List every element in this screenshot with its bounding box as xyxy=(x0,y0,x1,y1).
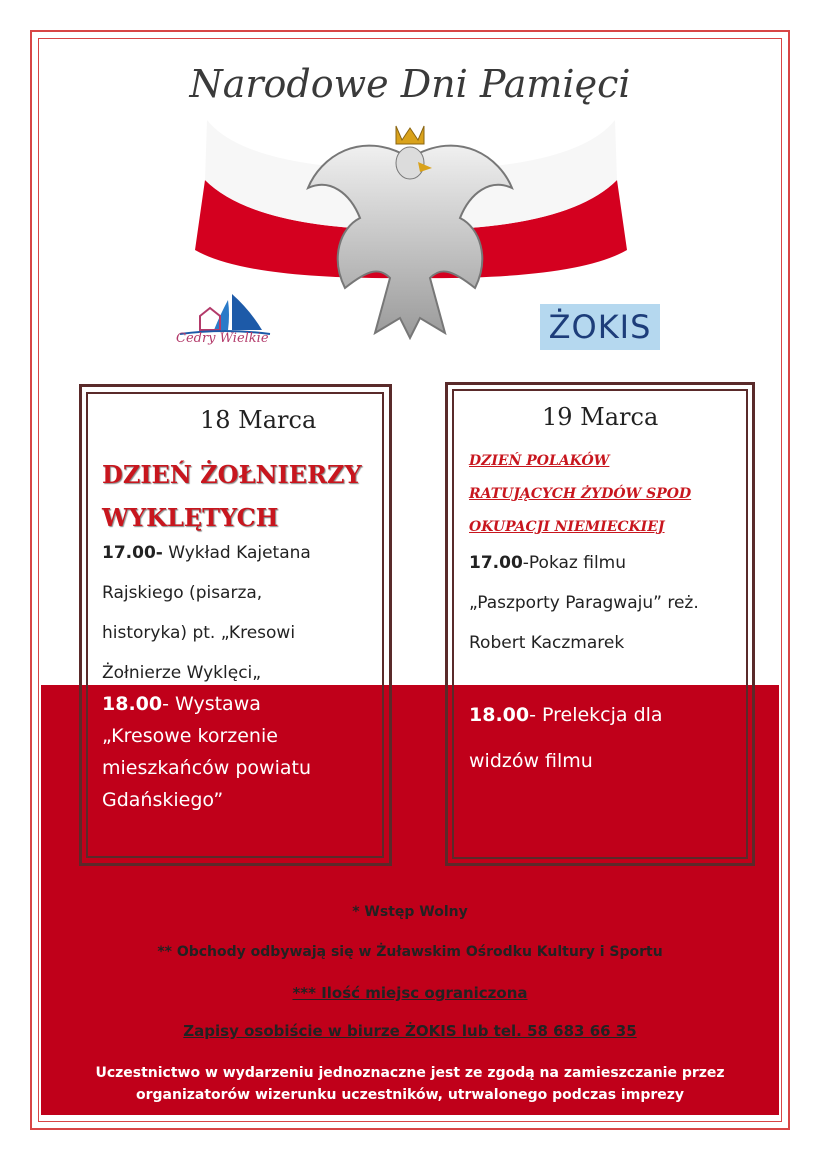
event1-item2-line: Gdańskiego” xyxy=(102,789,224,811)
footer-registration: Zapisy osobiście w biurze ŻOKIS lub tel. 58 683 66 35 xyxy=(183,1022,637,1040)
event2-item1-line: Robert Kaczmarek xyxy=(469,633,625,653)
event2-title-line: OKUPACJI NIEMIECKIEJ xyxy=(469,519,665,535)
event2-title-line: DZIEŃ POLAKÓW xyxy=(469,453,610,469)
disclaimer-line: organizatorów wizerunku uczestników, utrwalonego podczas imprezy xyxy=(135,1087,685,1103)
event2-item1 xyxy=(469,543,749,663)
footer-venue: ** Obchody odbywają się w Żuławskim Ośrodku Kultury i Sportu xyxy=(157,944,663,960)
event1-item2-line: 18.00- Wystawa xyxy=(102,693,261,715)
footer-limited-seats: *** Ilość miejsc ograniczona xyxy=(292,984,528,1002)
white-eagle-emblem-icon xyxy=(300,118,520,340)
disclaimer-line: Uczestnictwo w wydarzeniu jednoznaczne jest ze zgodą na zamieszczanie przez xyxy=(95,1065,725,1081)
event1-item2 xyxy=(102,688,387,816)
event1-date: 18 Marca xyxy=(200,406,317,434)
event1-item2-line: mieszkańców powiatu xyxy=(102,757,311,779)
event2-item1-time: 17.00 xyxy=(469,553,523,573)
event1-item1-time: 17.00- xyxy=(102,543,163,563)
event2-item1-line: 17.00-Pokaz filmu xyxy=(469,553,627,573)
poster-title: Narodowe Dni Pamięci xyxy=(189,62,631,106)
cedry-wielkie-label: Cedry Wielkie xyxy=(176,331,269,346)
event2-item2 xyxy=(469,692,749,784)
event2-title xyxy=(469,445,749,544)
footer-free-entry: * Wstęp Wolny xyxy=(352,904,468,920)
event1-item1-line: historyka) pt. „Kresowi xyxy=(102,623,296,643)
event1-item1-line: 17.00- Wykład Kajetana xyxy=(102,543,311,563)
footer-disclaimer xyxy=(60,1062,760,1106)
event1-item1 xyxy=(102,533,387,693)
event1-item2-line: „Kresowe korzenie xyxy=(102,725,278,747)
event2-item2-line: 18.00- Prelekcja dla xyxy=(469,704,663,726)
event2-item1-line: „Paszporty Paragwaju” reż. xyxy=(469,593,699,613)
event1-item2-time: 18.00 xyxy=(102,693,163,715)
event2-date: 19 Marca xyxy=(542,403,659,431)
zokis-logo: ŻOKIS xyxy=(540,304,660,350)
event1-item1-line: Żołnierze Wyklęci„ xyxy=(102,663,262,683)
event2-title-line: RATUJĄCYCH ŻYDÓW SPOD xyxy=(469,486,692,502)
event1-title: DZIEŃ ŻOŁNIERZY WYKLĘTYCH xyxy=(102,460,362,532)
event2-item2-line: widzów filmu xyxy=(469,750,593,772)
event1-item1-line: Rajskiego (pisarza, xyxy=(102,583,263,603)
event2-item2-time: 18.00 xyxy=(469,704,530,726)
